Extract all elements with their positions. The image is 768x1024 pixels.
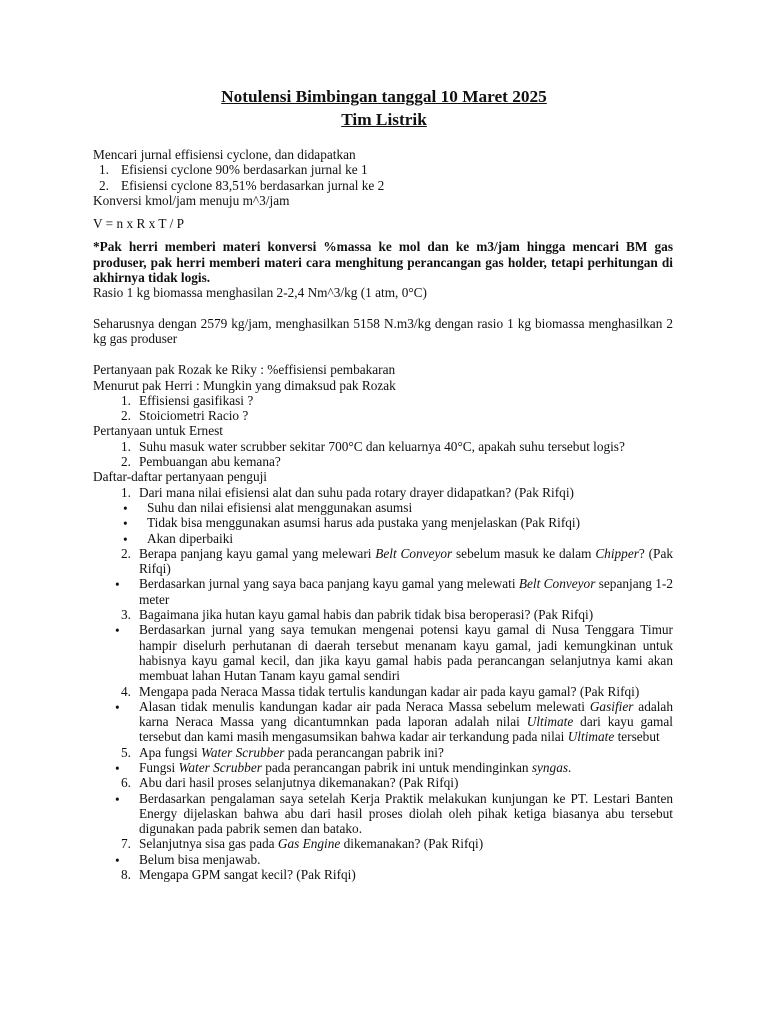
list-item: 1. Suhu masuk water scrubber sekitar 700°C dan keluarnya 40°C, apakah suhu tersebut logis? bbox=[121, 438, 625, 454]
rasio-line: Rasio 1 kg biomassa menghasilan 2-2,4 Nm^3/kg (1 atm, 0°C) bbox=[93, 285, 427, 301]
document-body bbox=[93, 147, 673, 882]
daftar-heading: Daftar-daftar pertanyaan penguji bbox=[93, 469, 267, 485]
answer-bullet: • Tidak bisa menggunakan asumsi harus ada pustaka yang menjelaskan (Pak Rifqi) bbox=[123, 515, 581, 532]
answer-bullet: • Fungsi Water Scrubber pada perancangan pabrik ini untuk mendinginkan syngas. bbox=[115, 759, 572, 776]
question-item: 5. Apa fungsi Water Scrubber pada perancangan pabrik ini? bbox=[121, 744, 444, 760]
list-item: 1. Efisiensi cyclone 90% berdasarkan jurnal ke 1 bbox=[99, 162, 368, 178]
answer-bullet: • Akan diperbaiki bbox=[123, 530, 234, 547]
question-item: 8. Mengapa GPM sangat kecil? (Pak Rifqi) bbox=[121, 867, 356, 883]
ernest-heading: Pertanyaan untuk Ernest bbox=[93, 423, 223, 439]
question-item: 3. Bagaimana jika hutan kayu gamal habis dan pabrik tidak bisa beroperasi? (Pak Rifqi) bbox=[121, 607, 594, 623]
bullet-icon: • bbox=[115, 852, 120, 868]
question-item: 4. Mengapa pada Neraca Massa tidak tertulis kandungan kadar air pada kayu gamal? (Pak Rifqi) bbox=[121, 683, 640, 699]
bullet-icon: • bbox=[115, 699, 120, 715]
list-item: 2. Pembuangan abu kemana? bbox=[121, 454, 281, 470]
rozak-question: Pertanyaan pak Rozak ke Riky : %effisiensi pembakaran bbox=[93, 362, 396, 378]
list-item: 1. Effisiensi gasifikasi ? bbox=[121, 392, 254, 408]
bullet-icon: • bbox=[123, 531, 128, 547]
answer-bullet: • Berdasarkan jurnal yang saya temukan mengenai potensi kayu gamal di Nusa Tenggara Timur hampir diselurh perhutanan di daerah tersebut menanam kayu gamal, jadi kemungkinan untuk habisnya kayu gamal kecil, dan jika kayu gamal habis pada perancangan selanjutnya kami akan membuat lahan Hutan Tanam kayu gamal sendiri bbox=[115, 622, 673, 684]
bullet-icon: • bbox=[115, 577, 120, 593]
question-item: 1. Dari mana nilai efisiensi alat dan suhu pada rotary drayer didapatkan? (Pak Rifqi) bbox=[121, 484, 574, 500]
answer-bullet: • Belum bisa menjawab. bbox=[115, 851, 261, 868]
document-title: Notulensi Bimbingan tanggal 10 Maret 2025 bbox=[221, 87, 547, 106]
answer-bullet: • Alasan tidak menulis kandungan kadar air pada Neraca Massa sebelum melewati Gasifier adalah karna Neraca Massa yang dicantumnkan pada laporan adalah nilai Ultimate dari kayu gamal tersebut dan kami masih mengasumsikan bahwa kadar air terkandung pada nilai Ultimate tersebut bbox=[115, 698, 673, 745]
answer-bullet: • Berdasarkan jurnal yang saya baca panjang kayu gamal yang melewati Belt Conveyor sepanjang 1-2 meter bbox=[115, 576, 673, 607]
bullet-icon: • bbox=[115, 760, 120, 776]
question-item: 7. Selanjutnya sisa gas pada Gas Engine dikemanakan? (Pak Rifqi) bbox=[121, 836, 484, 852]
document-subtitle: Tim Listrik bbox=[341, 110, 427, 129]
list-item: 2. Efisiensi cyclone 83,51% berdasarkan jurnal ke 2 bbox=[99, 177, 385, 193]
answer-bullet: • Berdasarkan pengalaman saya setelah Kerja Praktik melakukan kunjungan ke PT. Lestari Banten Energy dijelaskan bahwa abu dari hasil proses diolah oleh pihak ketiga biasanya abu tersebut digunakan pada pabrik semen dan batako. bbox=[115, 790, 673, 837]
question-item: 2. Berapa panjang kayu gamal yang melewari Belt Conveyor sebelum masuk ke dalam Chipper? (Pak Rifqi) bbox=[121, 545, 673, 577]
bold-note: *Pak herri memberi materi konversi %massa ke mol dan ke m3/jam hingga mencari BM gas produser, pak herri memberi materi cara menghitung perancangan gas holder, tetapi perhitungan di akhirnya tidak logis. bbox=[93, 239, 673, 286]
formula-line: V = n x R x T / P bbox=[93, 216, 185, 232]
question-item: 6. Abu dari hasil proses selanjutnya dikemanakan? (Pak Rifqi) bbox=[121, 775, 459, 791]
answer-bullet: • Suhu dan nilai efisiensi alat menggunakan asumsi bbox=[123, 499, 413, 516]
intro-line: Mencari jurnal effisiensi cyclone, dan didapatkan bbox=[93, 147, 356, 162]
bullet-icon: • bbox=[115, 791, 120, 807]
seharusnya-paragraph: Seharusnya dengan 2579 kg/jam, menghasilkan 5158 N.m3/kg dengan rasio 1 kg biomassa menghasilkan 2 kg gas produser bbox=[93, 315, 673, 346]
bullet-icon: • bbox=[123, 500, 128, 516]
bullet-icon: • bbox=[123, 516, 128, 532]
bullet-icon: • bbox=[115, 623, 120, 639]
herri-answer: Menurut pak Herri : Mungkin yang dimaksud pak Rozak bbox=[93, 377, 396, 393]
konversi-line: Konversi kmol/jam menuju m^3/jam bbox=[93, 192, 290, 208]
list-item: 2. Stoiciometri Racio ? bbox=[121, 408, 249, 424]
